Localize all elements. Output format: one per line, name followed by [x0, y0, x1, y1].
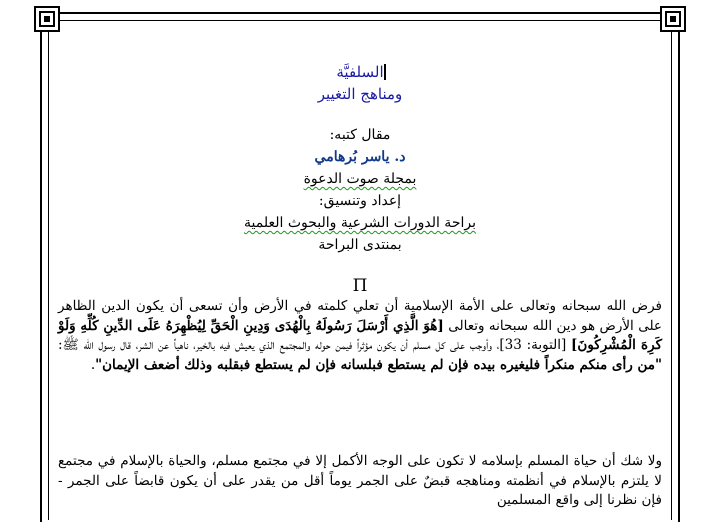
- department-name-text: براحة الدورات الشرعية والبحوث العلمية: [244, 215, 476, 231]
- title-line-1: السلفيَّة: [336, 63, 384, 81]
- page-border-left-inner: [48, 20, 49, 520]
- author-name: د. ياسر بُرهامي: [314, 149, 406, 165]
- hadith-quote: "من رأى منكم منكراً فليغيره بيده فإن لم يستطع فبلسانه فإن لم يستطع فبقلبه وذلك أضعف الإيمان": [95, 356, 662, 373]
- department-name: [58, 214, 662, 232]
- prepared-by-label: إعداد وتنسيق:: [318, 193, 402, 209]
- border-corner-ornament-left: [34, 6, 60, 32]
- magazine-name-text: بمجلة صوت الدعوة: [303, 171, 417, 187]
- page-border-right: [678, 12, 680, 522]
- border-corner-ornament-right: [660, 6, 686, 32]
- paragraph-1-part1: فرض الله سبحانه وتعالى على الأمة الإسلامية أن تعلي كلمته في الأرض وأن تسعى أن يكون الدين الظاهر على الأرض هو دين الله سبحانه وتعالى: [58, 298, 662, 334]
- quran-verse: [هُوَ الَّذِي أَرْسَلَ رَسُولَهُ بِالْهُدَى وَدِينِ الْحَقِّ لِيُظْهِرَهُ عَلَى الدِّينِ كُلِّهِ وَلَوْ كَرِهَ الْمُشْرِكُونَ]: [58, 317, 662, 353]
- section-symbol: Π: [352, 276, 368, 296]
- title-line-2: ومناهج التغيير: [317, 85, 403, 103]
- paragraph-1-part2: [التوبة: 33]، وأوجب على كل مسلم أن يكون مؤثراً فيمن حوله والمجتمع الذي يعيش فيه بالخير، ناهياً عن الشر، قال رسول الله ﷺ:: [58, 337, 572, 353]
- paragraph-2: ولا شك أن حياة المسلم بإسلامه لا تكون على الوجه الأكمل إلا في مجتمع مسلم، والحياة بالإسلام في مجتمع لا يلتزم بالإسلام في أنظمته ومناهجه قبضٌ على الجمر يوماً أقل من يقدر على أن يكون قابضاً على الجمر - فإن نظرنا إلى واقع المسلمين: [58, 453, 662, 508]
- article-by-label: مقال كتبه:: [329, 127, 391, 143]
- paragraph-1: [58, 297, 662, 375]
- magazine-name: [58, 170, 662, 188]
- paragraph-1-end: .: [90, 356, 96, 373]
- page-border-left: [40, 12, 42, 522]
- forum-name: بمنتدى البراحة: [318, 237, 402, 253]
- document-body[interactable]: [58, 0, 662, 516]
- page-border-right-inner: [671, 20, 672, 520]
